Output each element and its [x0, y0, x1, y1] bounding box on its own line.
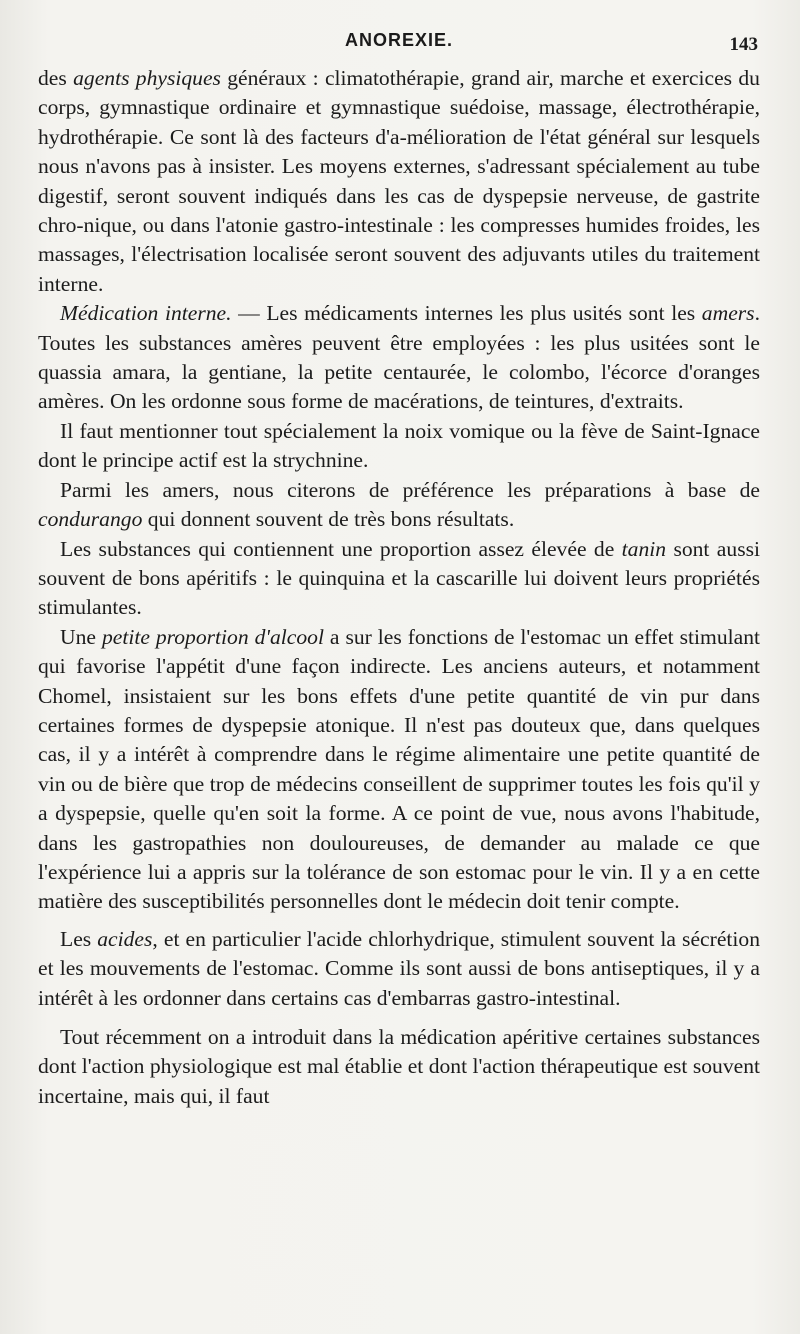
page-header [38, 0, 760, 64]
italic-term: amers [701, 301, 755, 326]
paragraph [38, 476, 760, 535]
text-run: . Toutes les substances amères peuvent être employées : les plus usitées sont le quassia amara, la gentiane, la petite centaurée, le colombo, l'écorce d'oranges amères. On les ordonne sous forme de macérations, de teintures, d'extraits. [38, 301, 760, 414]
text-run: Tout récemment on a introduit dans la médication apéritive certaines substances dont l'action physiologique est mal établie et dont l'action thérapeutique est souvent incertaine, mais qui, il faut [38, 1025, 760, 1108]
text-run: Il faut mentionner tout spécialement la noix vomique ou la fève de Saint-Ignace dont le principe actif est la strychnine. [38, 418, 760, 473]
page-number: 143 [729, 34, 758, 55]
italic-term: condurango [38, 507, 143, 532]
body-text [38, 64, 760, 1111]
italic-term: petite proportion d'alcool [101, 624, 324, 649]
paragraph [38, 1023, 760, 1111]
text-run: des [38, 66, 74, 90]
italic-term: agents physiques [73, 66, 221, 90]
paragraph [38, 64, 760, 299]
text-run: Les substances qui contiennent une proportion assez élevée de [60, 536, 622, 561]
text-run: a sur les fonctions de l'estomac un effet stimulant qui favorise l'appétit d'une façon indirecte. Les anciens auteurs, et notamment Chomel, insistaient sur les bons effets d'une petite quantité de vin pur dans certaines formes de dyspepsie atonique. Il n'est pas douteux que, dans quelques cas, il y a intérêt à comprendre dans le régime alimentaire une petite quantité de vin ou de bière que trop de médecins conseillent de supprimer toutes les fois qu'il y a dyspepsie, quelle qu'en soit la forme. A ce point de vue, nous avons l'habitude, dans les gastropathies non douloureuses, de demander au malade ce que l'expérience lui a appris sur la tolérance de son estomac pour le vin. Il y a en cette matière des susceptibilités personnelles dont le médecin doit tenir compte. [38, 624, 761, 914]
text-run: qui donnent souvent de très bons résultats. [142, 507, 515, 532]
running-title: ANOREXIE. [344, 30, 454, 50]
paragraph [38, 417, 760, 476]
text-run: Parmi les amers, nous citerons de préférence les préparations à base de [60, 477, 760, 502]
text-run: sont aussi souvent de bons apéritifs : le quinquina et la cascarille lui doivent leurs propriétés stimulantes. [38, 536, 760, 620]
text-run: généraux : climatothérapie, grand air, marche et exercices du corps, gymnastique ordinaire et gymnastique suédoise, massage, électrothérapie, hydrothérapie. Ce sont là des facteurs d'a-mélioration de l'état général sur lesquels nous n'avons pas à insister. Les moyens externes, s'adressant spécialement au tube digestif, seront souvent indiqués dans les cas de dyspepsie nerveuse, de gastrite chro-nique, ou dans l'atonie gastro-intestinale : les compresses humides froides, les massages, l'électrisation localisée seront souvent des adjuvants utiles du traitement interne. [38, 66, 760, 296]
italic-term: acides [97, 926, 153, 951]
text-run: , et en particulier l'acide chlorhydrique, stimulent souvent la sécrétion et les mouvements de l'estomac. Comme ils sont aussi de bons antiseptiques, il y a intérêt à les ordonner dans certains cas d'embarras gastro-intestinal. [38, 926, 760, 1010]
text-run: Une [60, 624, 102, 649]
paragraph [38, 925, 760, 1013]
paragraph [38, 623, 760, 917]
text-run: Les [60, 926, 98, 951]
paragraph [38, 299, 760, 417]
section-heading: Médication interne. [60, 301, 232, 326]
text-run: — Les médicaments internes les plus usités sont les [231, 301, 702, 326]
italic-term: tanin [621, 536, 667, 561]
paragraph [38, 535, 760, 623]
